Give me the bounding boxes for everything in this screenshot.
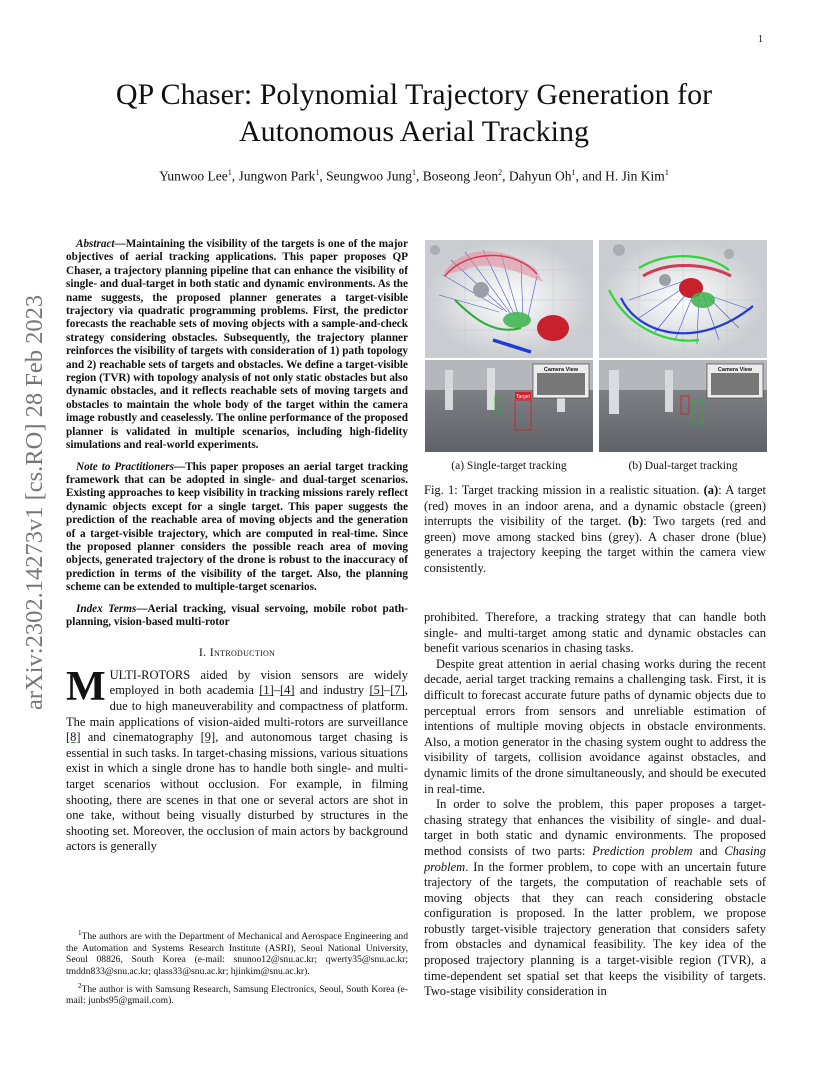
- camera-view-label: Camera View: [543, 367, 579, 373]
- intro-text-5: , due to high maneuverability and compactness of platform. The main applications of vision-aided multi-rotors are surveillance: [66, 683, 408, 729]
- intro-text-7: , and autonomous target chasing is essential in such tasks. In target-chasing missions, various situations exist in which a single drone has to handle both single- and multi-target scenarios without occlusion. For example, in filming shooting, there are scenes in that one or several actors are shot in one take, without being visually disturbed by structures in the shooting set. Moreover, the occlusion of main actors by background actors is generally: [66, 730, 409, 854]
- footnote: [66, 928, 408, 978]
- dual-target-illustration: [599, 240, 767, 452]
- intro-text-3: and industry: [294, 683, 370, 698]
- intro-text-6: and cinematography: [80, 730, 201, 745]
- right-column: [424, 610, 766, 1000]
- dynamic-obstacle: [503, 312, 531, 328]
- footnote-text: The authors are with the Department of Mechanical and Aerospace Engineering and the Automation and Systems Research Institute (ASRI), Seoul National University, Seoul 08826, South Korea (e-mail: snunoo12@snu.ac.kr; qwerty35@snu.ac.kr; tmddn833@snu.ac.kr; qlass33@snu.ac.kr; hjinkim@snu.ac.kr).: [66, 931, 408, 977]
- author-name: Seungwoo Jung: [326, 168, 413, 184]
- camera-view-image: [537, 373, 585, 395]
- abstract-text: —Maintaining the visibility of the targets is one of the major objectives of aerial tracking applications. This paper proposes QP Chaser, a trajectory planning pipeline that can enhance the visibility of single- and dual-target in both static and dynamic environments. As the name suggests, the proposed planner generates a target-visible trajectory via quadratic programming problems. First, the predictor forecasts the reachable sets of moving objects with a sample-and-check strategy considering obstacles. Subsequently, the trajectory planner reinforces the visibility of targets with consideration of 1) path topology and 2) reachable sets of targets and obstacles. We define a target-visible region (TVR) with topology analysis of not only static obstacles but also dynamic obstacles, and it reflects reachable sets of moving targets and obstacles to maintain the whole body of the target within the camera image robustly and ceaselessly. The online performance of the proposed planner is validated in multiple scenarios, including high-fidelity simulations and real-world experiments.: [66, 238, 408, 452]
- intro-text-2: –: [273, 683, 281, 698]
- wall-pillar: [665, 370, 673, 412]
- affiliation-mark: 1: [315, 168, 320, 177]
- caption-lead: Fig. 1: Target tracking mission in a realistic situation.: [424, 483, 704, 497]
- footnotes: [66, 928, 408, 1010]
- author-name: Jungwon Park: [238, 168, 316, 184]
- footnote-text: The author is with Samsung Research, Samsung Electronics, Seoul, South Korea (e-mail: junbs95@gmail.com).: [66, 983, 408, 1007]
- wall-pillar: [609, 370, 619, 414]
- chasing-problem-term: Chasing problem: [424, 843, 766, 874]
- citation-link-5[interactable]: [5]: [369, 683, 385, 698]
- author-name: Boseong Jeon: [422, 168, 499, 184]
- note-label: Note to Practitioners: [76, 460, 175, 473]
- wall-pillar: [445, 370, 453, 410]
- citation-link-9[interactable]: [9]: [200, 730, 216, 745]
- citation-link-8[interactable]: [8]: [66, 730, 81, 745]
- figure-1: [425, 240, 765, 480]
- author-separator: ,: [416, 168, 423, 184]
- caption-b-label: (b): [627, 514, 644, 529]
- p3-text-b: and: [692, 843, 725, 858]
- target-tag: Target: [516, 394, 530, 400]
- arxiv-stamp: [14, 280, 54, 720]
- figure-caption: [424, 483, 766, 577]
- drop-cap: M: [66, 663, 106, 710]
- title-line-1: QP Chaser: Polynomial Trajectory Generation for: [115, 78, 713, 111]
- single-target-illustration: [425, 240, 593, 452]
- citation-link-4[interactable]: [4]: [280, 683, 295, 698]
- caption-text-a: : A target (red) moves in an indoor arena, and a dynamic obstacle (green) interrupts the visibility of the target.: [424, 483, 766, 529]
- obstacle-sphere-3: [659, 274, 671, 286]
- obstacle-sphere-2: [724, 249, 734, 259]
- arxiv-stamp-text: arXiv:2302.14273v1 [cs.RO] 28 Feb 2023: [21, 294, 48, 710]
- obstacle-sphere: [473, 282, 489, 298]
- right-paragraph-3: [424, 797, 766, 1000]
- subcaption-b: (b) Dual-target tracking: [628, 460, 738, 472]
- subcaption-a: (a) Single-target tracking: [451, 460, 567, 472]
- intro-paragraph: [66, 663, 409, 855]
- intro-text-4: –: [384, 683, 391, 698]
- author-name: Yunwoo Lee: [159, 168, 228, 184]
- camera-view-label: Camera View: [717, 367, 753, 373]
- author-separator: ,: [502, 168, 509, 184]
- affiliation-mark: 1: [227, 168, 232, 177]
- index-terms-label: Index Terms: [76, 602, 137, 615]
- obstacle-sphere: [613, 244, 625, 256]
- intro-text-1: aided by vision sensors are widely employed in both academia: [109, 667, 408, 698]
- intro-smallcaps: ULTI-ROTORS: [109, 667, 191, 682]
- affiliation-mark: 1: [571, 168, 576, 177]
- page-number: 1: [758, 34, 763, 45]
- left-column: [66, 238, 408, 855]
- paper-title: [40, 76, 788, 150]
- caption-a-label: (a): [703, 483, 719, 497]
- title-line-2: Autonomous Aerial Tracking: [239, 115, 589, 148]
- author-name: Dahyun Oh: [508, 168, 572, 184]
- citation-link-7[interactable]: [7]: [390, 683, 405, 698]
- abstract: [66, 238, 408, 453]
- wall-pillar: [487, 368, 495, 410]
- affiliation-mark: 1: [664, 168, 669, 177]
- right-paragraph-2: Despite great attention in aerial chasing works during the recent decade, aerial target tracking remains a challenging task. First, it is difficult to forecast accurate future paths of dynamic objects due to perceptual errors from sensors and unreliable estimation of intentions of multiple moving objects in obstacle environments. Also, a motion generator in the chasing system ought to address the visibility of targets, collision avoidance against obstacles, and dynamic limits of the drone simultaneously, and should be executed in real-time.: [424, 656, 766, 796]
- note-to-practitioners: [66, 461, 408, 595]
- footnote-mark: 2: [78, 981, 82, 990]
- author-name: H. Jin Kim: [605, 168, 665, 184]
- p3-text-c: . In the former problem, to cope with an uncertain future trajectory of the targets, the computation of reachable sets of moving objects that they can reach considering obstacle configuration is proposed. In the latter problem, we propose robustly target-visible trajectory generation that considers safety from obstacles and dynamical feasibility. The key idea of the proposed trajectory planning is a target-visible region (TVR), a time-dependent set spatial set that keeps the visibility of targets. Two-stage visibility consideration in: [424, 859, 766, 999]
- author-separator: ,: [319, 168, 327, 184]
- index-terms: [66, 603, 408, 630]
- abstract-label: Abstract: [76, 238, 115, 250]
- citation-link-1[interactable]: [1]: [259, 683, 274, 698]
- target-marker-green: [691, 292, 715, 308]
- p3-text-a: In order to solve the problem, this paper proposes a target-chasing strategy that enhances the visibility of single- and dual-target in both static and dynamic environments. The proposed method consists of two parts:: [424, 797, 766, 858]
- subfigure-single-target: [425, 240, 593, 452]
- note-text: —This paper proposes an aerial target tracking framework that can be adopted in single- and dual-target scenarios. Existing approaches to keep visibility in tracking missions rarely reflect dynamic objects except for a single target. This paper suggests the prediction of the reachable area of moving objects and the generation of a target-visible trajectory, which are computed in real-time. Since the proposed planner considers the possible reach area of moving objects, generated trajectory of the drone is robust to the inaccuracy of prediction in terms of the visibility of the target. Also, the planning scheme can be extended to multiple-target scenarios.: [66, 460, 408, 594]
- caption-text-b: : Two targets (red and green) move among stacked bins (grey). A chaser drone (blue) generates a trajectory keeping the target within the camera view consistently.: [424, 514, 766, 575]
- section-heading-introduction: I. Introduction: [198, 645, 276, 660]
- prediction-problem-term: Prediction problem: [592, 843, 693, 858]
- right-paragraph-1: prohibited. Therefore, a tracking strategy that can handle both single- and multi-target among static and dynamic obstacles can benefit various scenarios in chasing tasks.: [424, 610, 766, 656]
- author-separator: ,: [231, 168, 239, 184]
- footnote: [66, 981, 408, 1007]
- camera-view-image: [711, 373, 759, 395]
- target-marker: [537, 315, 569, 341]
- footnote-mark: 1: [78, 929, 82, 937]
- index-terms-text: —Aerial tracking, visual servoing, mobile robot path-planning, vision-based multi-rotor: [66, 602, 408, 628]
- author-list: [40, 168, 788, 185]
- obstacle-sphere-2: [430, 245, 440, 255]
- affiliation-mark: 2: [498, 168, 503, 177]
- author-separator: , and: [575, 168, 606, 184]
- subfigure-dual-target: [599, 240, 767, 452]
- affiliation-mark: 1: [412, 168, 417, 177]
